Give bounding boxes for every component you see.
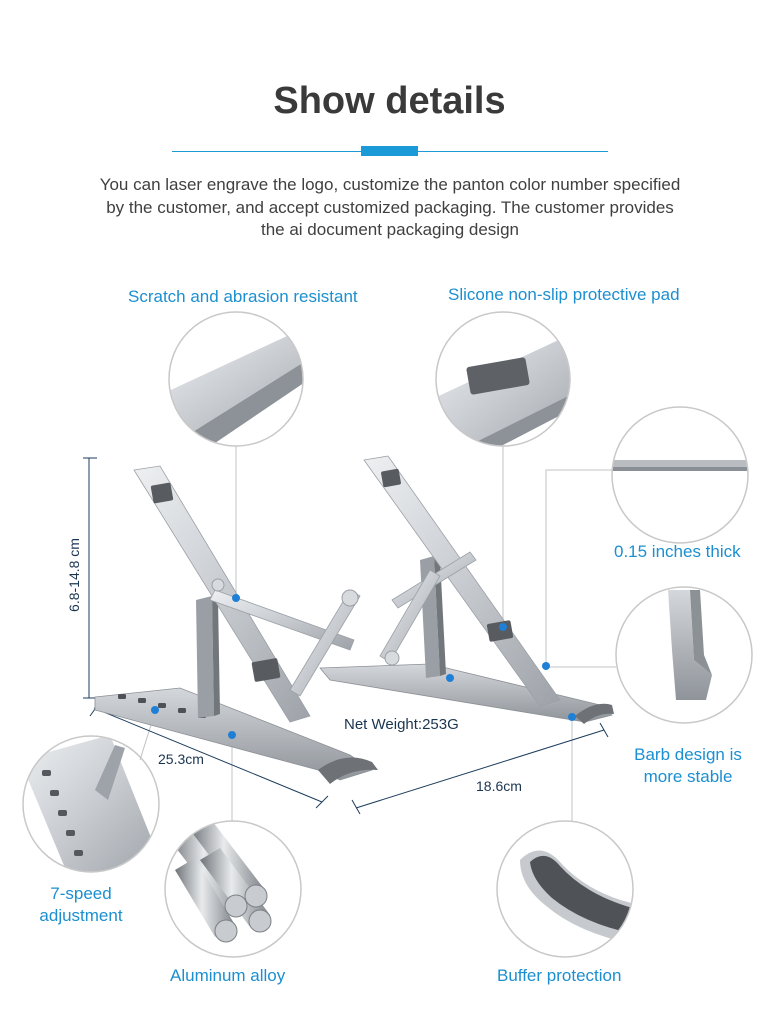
label-aluminum-alloy: Aluminum alloy xyxy=(170,966,286,985)
net-weight: Net Weight:253G xyxy=(344,716,459,733)
label-speed-line-2: adjustment xyxy=(39,906,123,925)
label-speed-line-1: 7-speed xyxy=(50,884,112,903)
laptop-stand xyxy=(95,456,614,784)
label-barb-line-1: Barb design is xyxy=(634,745,742,764)
description-line-1: You can laser engrave the logo, customize the panton color number specified xyxy=(99,175,681,194)
description-line-3: the ai document packaging design xyxy=(260,220,519,239)
detail-circle-barb xyxy=(614,585,754,725)
label-scratch-resistant: Scratch and abrasion resistant xyxy=(128,287,358,306)
dimension-length: 25.3cm xyxy=(158,751,204,767)
label-speed-adjustment xyxy=(22,883,140,927)
page-title: Show details xyxy=(273,80,506,122)
detail-circle-buffer xyxy=(495,819,640,959)
label-thickness: 0.15 inches thick xyxy=(614,542,741,561)
label-buffer-protection: Buffer protection xyxy=(497,966,622,985)
detail-circle-speed xyxy=(20,734,162,880)
dimension-height: 6.8-14.8 cm xyxy=(66,538,82,612)
detail-circle-scratch xyxy=(160,300,320,460)
detail-circle-alloy xyxy=(160,815,310,965)
label-silicone-pad: Slicone non-slip protective pad xyxy=(448,285,680,304)
description-line-2: by the customer, and accept customized packaging. The customer provides xyxy=(106,197,674,217)
detail-circle-silicone xyxy=(430,300,590,470)
label-barb-design xyxy=(620,744,756,788)
dimension-width: 18.6cm xyxy=(476,778,522,794)
detail-circle-thickness xyxy=(610,405,750,545)
label-barb-line-2: more stable xyxy=(643,767,733,786)
